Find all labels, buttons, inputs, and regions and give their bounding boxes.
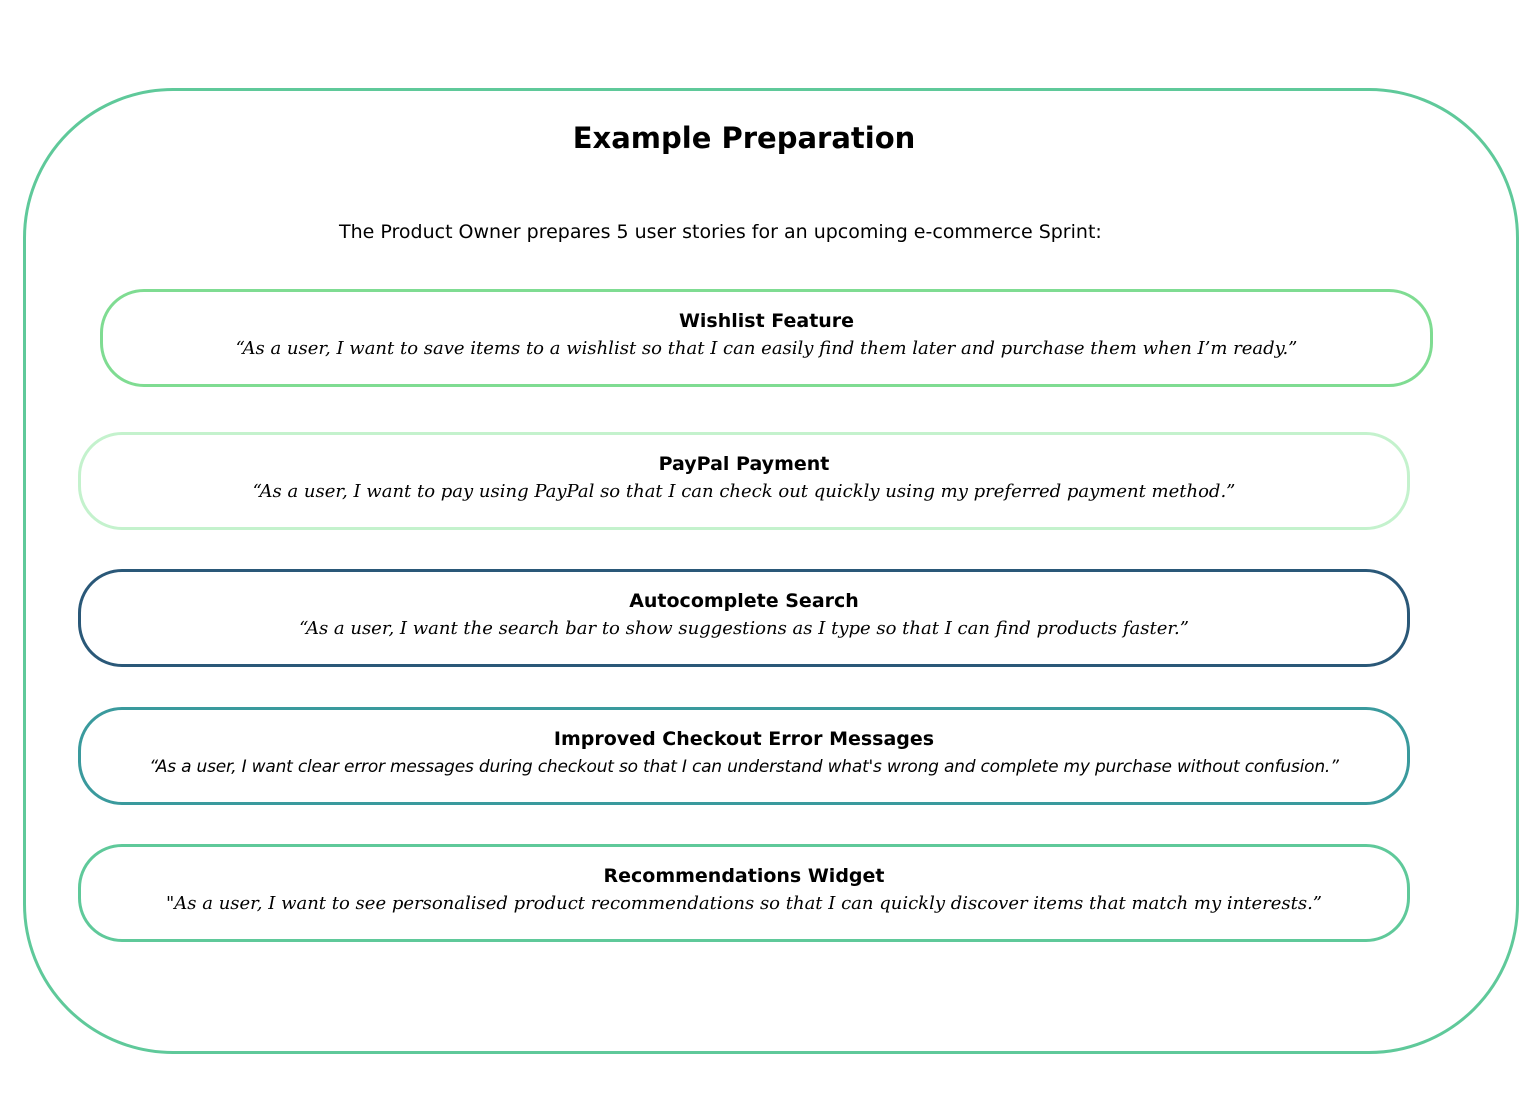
story-text: “As a user, I want clear error messages during checkout so that I can understand what's wrong and complete my purchase without confusion.” xyxy=(149,757,1339,777)
intro-text: The Product Owner prepares 5 user stories for an upcoming e-commerce Sprint: xyxy=(339,221,1102,243)
story-card-recommendations xyxy=(78,844,1410,942)
page-title: Example Preparation xyxy=(572,121,916,155)
story-title: Autocomplete Search xyxy=(629,590,859,612)
story-title: Recommendations Widget xyxy=(603,865,885,887)
story-title: Improved Checkout Error Messages xyxy=(553,728,935,750)
story-title: PayPal Payment xyxy=(658,453,830,475)
story-text: “As a user, I want to save items to a wishlist so that I can easily find them later and purchase them when I’m ready.” xyxy=(235,338,1298,359)
story-card-paypal xyxy=(78,432,1410,530)
story-text: “As a user, I want to pay using PayPal so that I can check out quickly using my preferred payment method.” xyxy=(252,481,1236,502)
story-text: “As a user, I want the search bar to show suggestions as I type so that I can find products faster.” xyxy=(299,618,1189,639)
story-card-checkout-errors xyxy=(78,707,1410,805)
story-card-autocomplete xyxy=(78,569,1410,667)
story-card-wishlist xyxy=(100,289,1433,387)
story-text: "As a user, I want to see personalised product recommendations so that I can quickly discover items that match my interests.” xyxy=(166,893,1322,914)
story-title: Wishlist Feature xyxy=(678,310,855,332)
